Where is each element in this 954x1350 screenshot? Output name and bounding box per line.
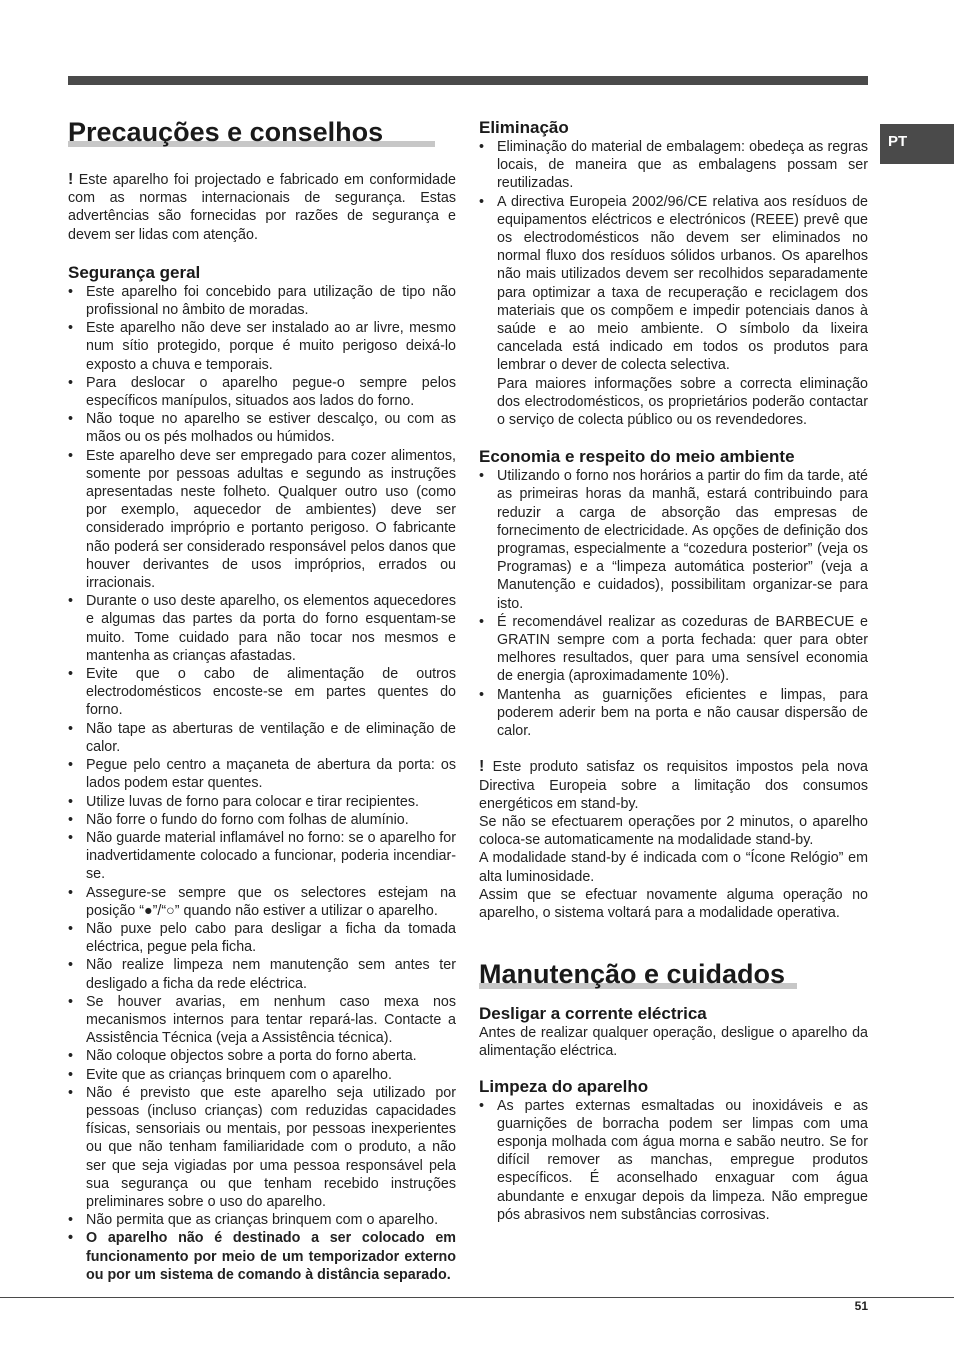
list-item: • Não forre o fundo do forno com folhas de alumínio.: [68, 811, 456, 829]
standby-paragraph-4: Assim que se efectuar novamente alguma operação no aparelho, o sistema voltará para a modalidade operativa.: [479, 886, 868, 921]
list-item: • Este aparelho deve ser empregado para cozer alimentos, somente por pessoas adultas e segundo as instruções apresentadas neste folheto. Qualquer outro uso (como por exemplo, aquecedor de ambientes) deve ser considerado impróprio e portanto perigoso. O fabricante não poderá ser considerado responsável pelos danos que houver derivantes de usos impróprios, errados ou irracionais.: [68, 447, 456, 593]
list-item: • As partes externas esmaltadas ou inoxidáveis e as guarnições de borracha podem ser limpas com uma esponja molhada com água morna e sabão neutro. Se for difícil remover as manchas, empregue produtos específicos. É aconselhado enxaguar com água abundante e enxugar depois da limpeza. Não empregue pós abrasivos nem substâncias corrosivas.: [479, 1097, 868, 1224]
economy-list: [479, 467, 868, 740]
intro-text: Este aparelho foi projectado e fabricado em conformidade com as normas internacionais de segurança. Estas advertências são fornecidas por razões de segurança e devem ser lidas com atenção.: [68, 172, 456, 243]
list-item: • Não realize limpeza nem manutenção sem antes ter desligado a ficha da rede eléctrica.: [68, 956, 456, 992]
list-item: • Não tape as aberturas de ventilação e de eliminação de calor.: [68, 720, 456, 756]
language-tab: PT: [880, 124, 954, 164]
list-item: • Não permita que as crianças brinquem com o aparelho.: [68, 1211, 456, 1229]
list-item: • É recomendável realizar as cozeduras de BARBECUE e GRATIN sempre com a porta fechada: quer para obter melhores resultados, quer para uma sensível economia de energia (aproximadamente 10%).: [479, 613, 868, 686]
standby-paragraph: [479, 758, 868, 813]
list-item: • Mantenha as guarnições eficientes e limpas, para poderem aderir bem na porta e não causar dispersão de calor.: [479, 686, 868, 741]
standby-paragraph-2: Se não se efectuarem operações por 2 minutos, o aparelho coloca-se automaticamente na modalidade stand-by.: [479, 813, 868, 849]
heading-disposal: Eliminação: [479, 118, 569, 137]
list-item: • Não coloque objectos sobre a porta do forno aberta.: [68, 1047, 456, 1065]
list-item: • Este aparelho não deve ser instalado ao ar livre, mesmo num sítio protegido, porque é muito perigoso deixá-lo exposto a chuva e temporais.: [68, 319, 456, 374]
safety-list: [68, 283, 456, 1284]
top-rule: [68, 76, 868, 85]
list-item: • Evite que as crianças brinquem com o aparelho.: [68, 1066, 456, 1084]
list-item: • Este aparelho foi concebido para utilização de tipo não profissional no âmbito de moradas.: [68, 283, 456, 319]
list-item: • Não toque no aparelho se estiver descalço, ou com as mãos ou os pés molhados ou húmidos.: [68, 410, 456, 446]
list-item-bold: • O aparelho não é destinado a ser colocado em funcionamento por meio de um temporizador externo ou por um sistema de comando à distância separado.: [68, 1229, 456, 1284]
standby-paragraph-3: A modalidade stand-by é indicada com o “Ícone Relógio” em alta luminosidade.: [479, 850, 868, 885]
warning-mark: !: [68, 171, 74, 188]
left-column: [68, 116, 456, 1284]
right-column: [479, 118, 868, 1224]
heading-general-safety: Segurança geral: [68, 262, 201, 282]
list-item: • Utilizando o forno nos horários a partir do fim da tarde, até as primeiras horas da manhã, estará contribuindo para reduzir a carga de absorção das empresas de fornecimento de electricidade. As opções de definição dos programas, especialmente a “cozedura posterior” (veja os Programas) e a “limpeza automática posterior” (veja a Manutenção e cuidados), possibilitam organizar-se para isto.: [479, 467, 868, 613]
bottom-rule: [0, 1297, 954, 1298]
heading-economy: Economia e respeito do meio ambiente: [479, 447, 795, 467]
heading-power: Desligar a corrente eléctrica: [479, 1004, 707, 1024]
list-item: • Não é previsto que este aparelho seja utilizado por pessoas (incluso crianças) com reduzidas capacidades físicas, sensoriais ou mentais, por pessoas inexperientes ou que não tenham familiaridade com o produto, a não ser que seja vigiadas por uma pessoa responsável pela sua segurança ou que tenham recebido instruções preliminares sobre o uso do aparelho.: [68, 1084, 456, 1211]
power-text: Antes de realizar qualquer operação, desligue o aparelho da alimentação eléctrica.: [479, 1025, 868, 1060]
heading-cleaning: Limpeza do aparelho: [479, 1076, 649, 1096]
intro-paragraph: [68, 171, 456, 244]
disposal-list: [479, 138, 868, 375]
disposal-extra: Para maiores informações sobre a correcta eliminação dos electrodomésticos, os proprietários poderão contactar o serviço de colecta público ou os revendedores.: [497, 375, 868, 429]
page-number: 51: [854, 1299, 868, 1313]
list-item: • Pegue pelo centro a maçaneta de abertura da porta: os lados podem estar quentes.: [68, 756, 456, 792]
list-item: • Não guarde material inflamável no forno: se o aparelho for inadvertidamente colocado a funcionar, poderia incendiar-se.: [68, 829, 456, 884]
warning-mark: !: [479, 758, 485, 776]
list-item: • Se houver avarias, em nenhum caso mexa nos mecanismos internos para tentar repará-las. Contacte a Assistência Técnica (veja a Assistência técnica).: [68, 993, 456, 1048]
list-item: • Não puxe pelo cabo para desligar a ficha da tomada eléctrica, pegue pela ficha.: [68, 920, 456, 956]
section-title-maintenance: Manutenção e cuidados: [479, 958, 797, 990]
cleaning-list: [479, 1097, 868, 1224]
section-title-precautions: Precauções e conselhos: [68, 116, 435, 148]
list-item: • Utilize luvas de forno para colocar e tirar recipientes.: [68, 793, 456, 811]
list-item: • Para deslocar o aparelho pegue-o sempre pelos específicos manípulos, situados aos lados do forno.: [68, 374, 456, 410]
list-item: • Evite que o cabo de alimentação de outros electrodomésticos encoste-se em partes quentes do forno.: [68, 665, 456, 720]
list-item: • A directiva Europeia 2002/96/CE relativa aos resíduos de equipamentos eléctricos e electrónicos (REEE) prevê que os electrodomésticos não devem ser eliminados no normal fluxo dos resíduos sólidos urbanos. Os aparelhos não mais utilizados devem ser recolhidos separadamente para optimizar a taxa de recuperação e reciclagem dos materiais que os compõem e impedir potenciais danos à saúde e ao meio ambiente. O símbolo da lixeira cancelada está indicado em todos os produtos para lembrar o dever de colecta selectiva.: [479, 193, 868, 375]
list-item: • Durante o uso deste aparelho, os elementos aquecedores e algumas das partes da porta do forno esquentam-se muito. Tome cuidado para não tocar nos mesmos e mantenha as crianças afastadas.: [68, 592, 456, 665]
standby-text: Este produto satisfaz os requisitos impostos pela nova Directiva Europeia sobre a limitação dos consumos energéticos em stand-by.: [479, 759, 868, 812]
list-item: • Eliminação do material de embalagem: obedeça as regras locais, de maneira que as embalagens possam ser reutilizadas.: [479, 138, 868, 193]
list-item: • Assegure-se sempre que os selectores estejam na posição “●”/“○” quando não estiver a utilizar o aparelho.: [68, 884, 456, 920]
